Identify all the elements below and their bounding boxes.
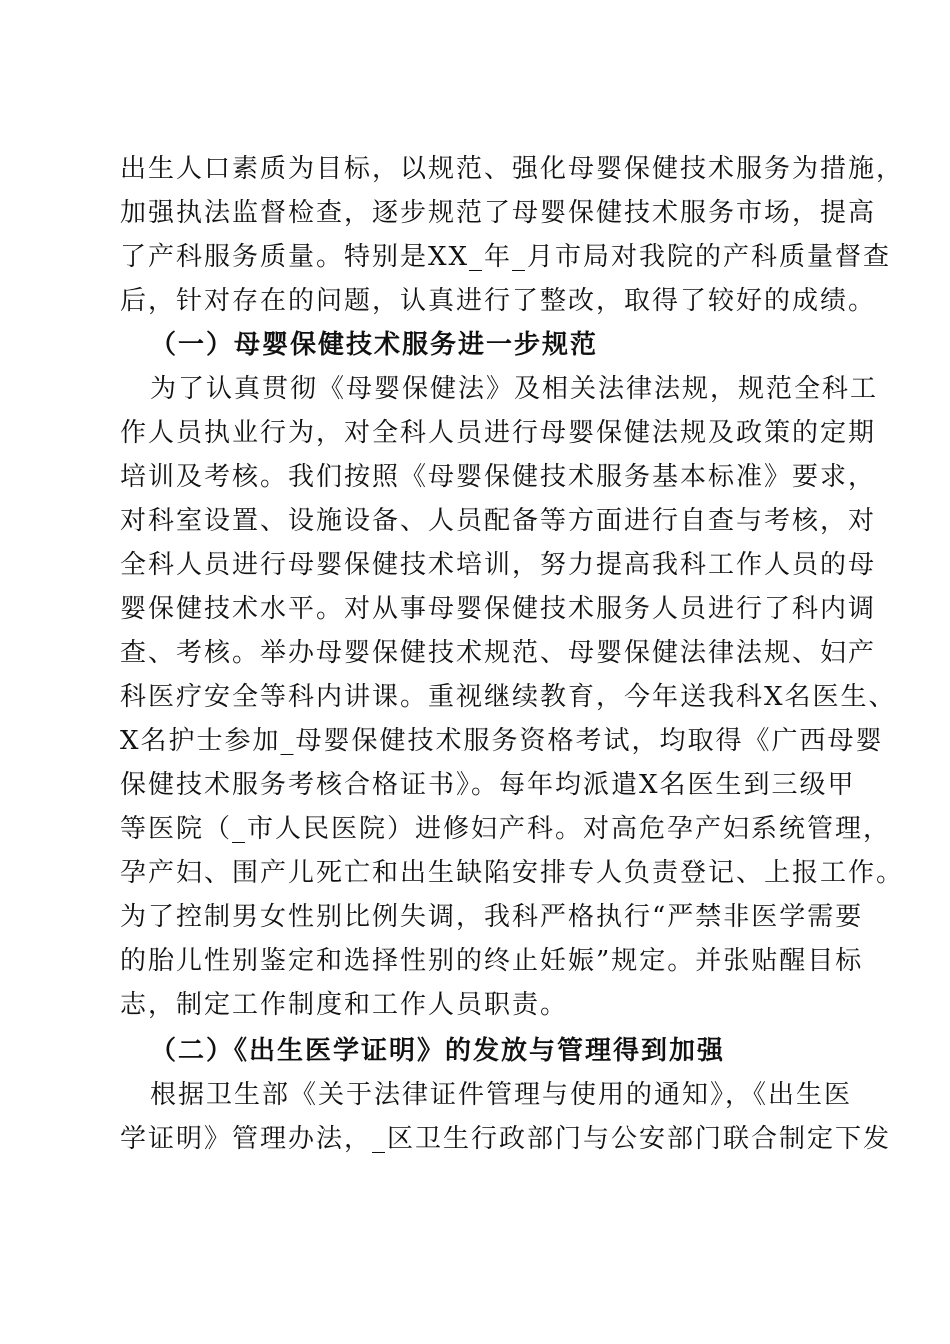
- text-line: 的胎儿性别鉴定和选择性别的终止妊娠”规定。并张贴醒目标: [120, 946, 864, 976]
- paragraph-start-line: 根据卫生部《关于法律证件管理与使用的通知》，《出生医: [150, 1080, 853, 1110]
- section-heading-2: （二）《出生医学证明》的发放与管理得到加强: [150, 1036, 726, 1066]
- text-line: 科医疗安全等科内讲课。重视继续教育，今年送我科X名医生、: [120, 682, 897, 712]
- text-line: 加强执法监督检查，逐步规范了母婴保健技术服务市场，提高: [120, 198, 877, 228]
- text-line: X名护士参加_母婴保健技术服务资格考试，均取得《广西母婴: [120, 726, 884, 756]
- text-line: 婴保健技术水平。对从事母婴保健技术服务人员进行了科内调: [120, 594, 877, 624]
- text-line: 培训及考核。我们按照《母婴保健技术服务基本标准》要求，: [120, 462, 877, 492]
- text-line: 查、考核。举办母婴保健技术规范、母婴保健法律法规、妇产: [120, 638, 877, 668]
- paragraph-start-line: 为了认真贯彻《母婴保健法》及相关法律法规，规范全科工: [150, 374, 879, 404]
- text-line: 孕产妇、围产儿死亡和出生缺陷安排专人负责登记、上报工作。: [120, 858, 905, 888]
- text-line: 保健技术服务考核合格证书》。每年均派遣X名医生到三级甲: [120, 770, 856, 800]
- text-line: 出生人口素质为目标，以规范、强化母婴保健技术服务为措施，: [120, 154, 905, 184]
- text-line: 了产科服务质量。特别是XX_年_月市局对我院的产科质量督查: [120, 242, 892, 272]
- text-line: 对科室设置、设施设备、人员配备等方面进行自查与考核，对: [120, 506, 877, 536]
- text-line: 志，制定工作制度和工作人员职责。: [120, 990, 569, 1020]
- text-line: 后，针对存在的问题，认真进行了整改，取得了较好的成绩。: [120, 286, 877, 316]
- text-line: 学证明》管理办法，_区卫生行政部门与公安部门联合制定下发: [120, 1124, 892, 1154]
- section-heading-1: （一）母婴保健技术服务进一步规范: [150, 330, 599, 360]
- text-line: 为了控制男女性别比例失调，我科严格执行“严禁非医学需要: [120, 902, 864, 932]
- text-line: 等医院（_市人民医院）进修妇产科。对高危孕产妇系统管理，: [120, 814, 892, 844]
- text-line: 全科人员进行母婴保健技术培训，努力提高我科工作人员的母: [120, 550, 877, 580]
- text-line: 作人员执业行为，对全科人员进行母婴保健法规及政策的定期: [120, 418, 877, 448]
